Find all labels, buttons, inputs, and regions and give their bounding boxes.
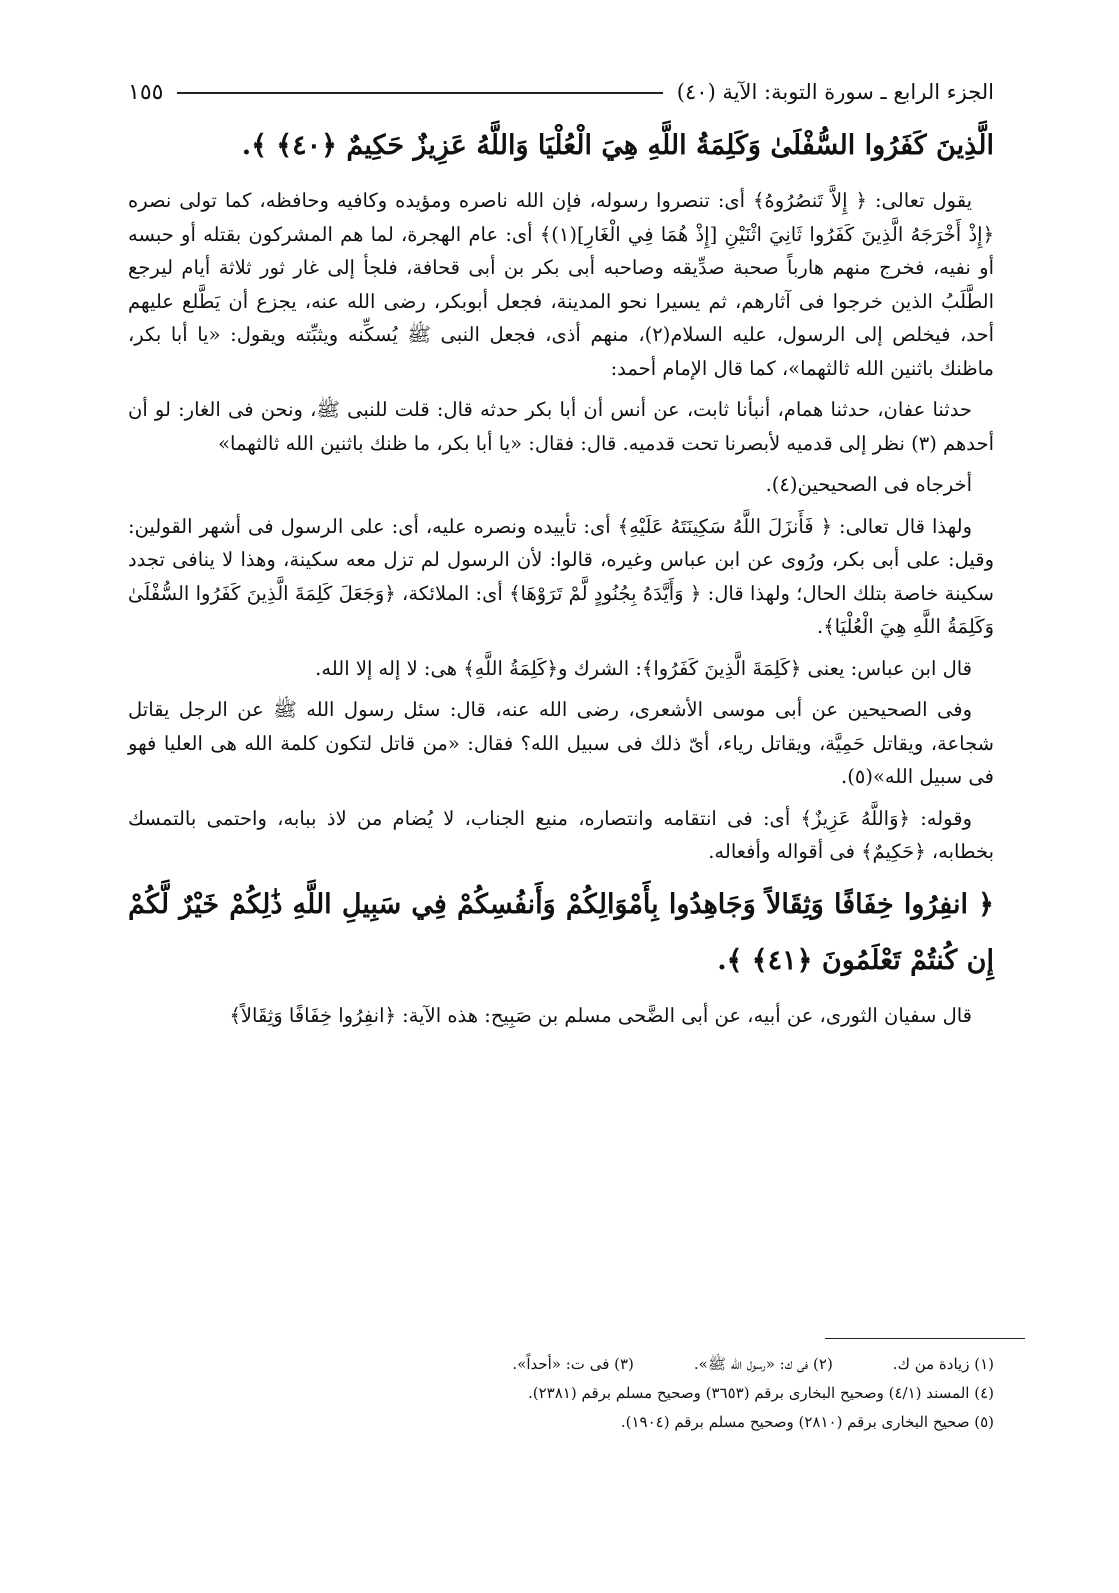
header-title: الجزء الرابع ـ سورة التوبة: الآية (٤٠): [676, 80, 994, 104]
footnotes: [128, 1350, 994, 1437]
quran-verse-40-end: الَّذِينَ كَفَرُوا السُّفْلَىٰ وَكَلِمَةُ اللَّهِ هِيَ الْعُلْيَا وَاللَّهُ عَزِيزٌ حَكِيمٌ ﴿٤٠﴾ ﴾.: [241, 130, 994, 161]
paragraph-5: قال ابن عباس: يعنى ﴿كَلِمَةَ الَّذِينَ كَفَرُوا﴾: الشرك و﴿كَلِمَةُ اللَّهِ﴾ هى: لا إله إلا الله.: [315, 656, 972, 680]
footnote-1: (١) زيادة من ك.: [892, 1355, 994, 1373]
paragraph-3: أخرجاه فى الصحيحين(٤).: [765, 473, 972, 496]
quran-verse-41: ﴿ انفِرُوا خِفَافًا وَثِقَالاً وَجَاهِدُوا بِأَمْوَالِكُمْ وَأَنفُسِكُمْ فِي سَبِيلِ اللَّهِ ذَٰلِكُمْ خَيْرٌ لَّكُمْ إِن كُنتُمْ تَعْلَمُونَ ﴿٤١﴾ ﴾.: [128, 888, 994, 976]
footnote-5: (٥) صحيح البخارى برقم (٢٨١٠) وصحيح مسلم برقم (١٩٠٤).: [620, 1413, 994, 1431]
footnote-2: (٢) فى ك: «رسول الله ﷺ».: [693, 1355, 833, 1373]
main-text: [128, 118, 994, 1040]
running-header: [128, 72, 994, 112]
footnote-row-1: [128, 1350, 994, 1379]
paragraph-2-hadith: حدثنا عفان، حدثنا همام، أنبأنا ثابت، عن أنس أن أبا بكر حدثه قال: قلت للنبى ﷺ، ونحن فى الغار: لو أن أحدهم (٣) نظر إلى قدميه لأبصرنا تحت قدميه. قال: فقال: «يا أبا بكر، ما ظنك باثنين الله ثالثهما»: [128, 398, 994, 455]
paragraph-1: يقول تعالى: ﴿ إِلاَّ تَنصُرُوهُ﴾ أى: تنصروا رسوله، فإن الله ناصره ومؤيده وكافيه وحافظه، كما تولى نصره ﴿إِذْ أَخْرَجَهُ الَّذِينَ كَفَرُوا ثَانِيَ اثْنَيْنِ [إِذْ هُمَا فِي الْغَارِ](١)﴾ أى: عام الهجرة، لما هم المشركون بقتله أو حبسه أو نفيه، فخرج منهم هارباً صحبة صدِّيقه وصاحبه أبى بكر بن أبى قحافة، فلجأ إلى غار ثور ثلاثة أيام ليرجع الطَّلَبُ الذين خرجوا فى آثارهم، ثم يسيرا نحو المدينة، فجعل أبوبكر، رضى الله عنه، يجزع أن يَطَّلع عليهم أحد، فيخلص إلى الرسول، عليه السلام(٢)، منهم أذى، فجعل النبى ﷺ يُسكِّنه ويثبِّته ويقول: «يا أبا بكر، ماظنك باثنين الله ثالثهما»، كما قال الإمام أحمد:: [128, 189, 994, 380]
paragraph-8: قال سفيان الثورى، عن أبيه، عن أبى الضَّحى مسلم بن صَبِيح: هذه الآية: ﴿انفِرُوا خِفَافًا وَثِقَالاً﴾: [229, 1003, 972, 1027]
paragraph-7: وقوله: ﴿وَاللَّهُ عَزِيزٌ﴾ أى: فى انتقامه وانتصاره، منيع الجناب، لا يُضام من لاذ ببابه، واحتمى بالتمسك بخطابه، ﴿حَكِيمٌ﴾ فى أقواله وأفعاله.: [128, 806, 994, 863]
page-number: ١٥٥: [128, 79, 164, 105]
paragraph-4: ولهذا قال تعالى: ﴿ فَأَنزَلَ اللَّهُ سَكِينَتَهُ عَلَيْهِ﴾ أى: تأييده ونصره عليه، أى: على الرسول فى أشهر القولين: وقيل: على أبى بكر، ورُوى عن ابن عباس وغيره، قالوا: لأن الرسول لم تزل معه سكينة، وهذا لا ينافى تجدد سكينة خاصة بتلك الحال؛ ولهذا قال: ﴿ وَأَيَّدَهُ بِجُنُودٍ لَّمْ تَرَوْهَا﴾ أى: الملائكة، ﴿وَجَعَلَ كَلِمَةَ الَّذِينَ كَفَرُوا السُّفْلَىٰ وَكَلِمَةُ اللَّهِ هِيَ الْعُلْيَا﴾.: [128, 514, 994, 638]
footnote-4: (٤) المسند (٤/١) وصحيح البخارى برقم (٣٦٥٣) وصحيح مسلم برقم (٢٣٨١).: [527, 1384, 994, 1402]
footnote-3: (٣) فى ت: «أحداً».: [512, 1355, 634, 1373]
footnote-divider: [825, 1338, 1025, 1339]
paragraph-6: وفى الصحيحين عن أبى موسى الأشعرى، رضى الله عنه، قال: سئل رسول الله ﷺ عن الرجل يقاتل شجاعة، ويقاتل حَمِيَّة، ويقاتل رياء، أىّ ذلك فى سبيل الله؟ فقال: «من قاتل لتكون كلمة الله هى العليا فهو فى سبيل الله»(٥).: [128, 698, 994, 788]
header-rule: [177, 92, 662, 94]
